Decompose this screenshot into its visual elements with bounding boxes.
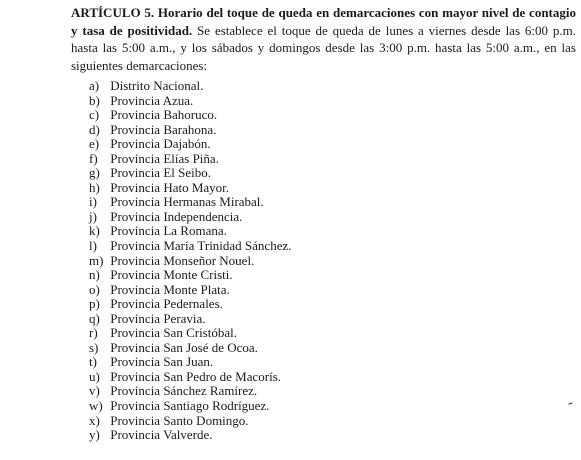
list-item: [89, 210, 292, 225]
list-item-name: Provincia Santiago Rodríguez.: [110, 398, 270, 414]
list-item: [89, 414, 292, 429]
list-item-name: Provincia Bahoruco.: [110, 107, 218, 123]
list-item-marker: r): [89, 325, 98, 341]
list-item: [89, 384, 292, 399]
list-item-marker: g): [89, 165, 100, 181]
list-item-name: Provincia Sánchez Ramírez.: [110, 383, 258, 399]
list-item-name: Provincia Hato Mayor.: [110, 179, 230, 195]
list-item-name: Provincia Azua.: [110, 92, 194, 108]
list-item: [89, 181, 292, 196]
list-item: [89, 137, 292, 152]
list-item-marker: q): [89, 310, 100, 326]
list-item-name: Provincia Hermanas Mirabal.: [110, 194, 264, 210]
list-item-marker: j): [89, 208, 97, 224]
demarcaciones-list: [89, 79, 292, 443]
list-item-name: Provincia San José de Ocoa.: [110, 339, 258, 355]
list-item-name: Provincia Barahona.: [110, 121, 217, 137]
list-item: [89, 79, 292, 94]
list-item-marker: b): [89, 92, 100, 108]
list-item: [89, 166, 292, 181]
list-item-marker: i): [89, 194, 97, 210]
list-item-marker: m): [89, 252, 104, 268]
list-item-marker: x): [89, 412, 100, 428]
scan-mark: [568, 402, 573, 407]
article-heading: ARTÍCULO 5. Horario del toque de queda en demarcaciones con mayor nivel de contagio y tasa de positividad.: [71, 5, 576, 38]
list-item: [89, 268, 292, 283]
list-item: [89, 370, 292, 385]
list-item-name: Provincia Dajabón.: [110, 136, 211, 152]
list-item-marker: w): [89, 398, 103, 414]
list-item-marker: p): [89, 296, 100, 312]
list-item-marker: n): [89, 267, 100, 283]
list-item-name: Provincia Monseñor Nouel.: [110, 252, 255, 268]
list-item-name: Provincia San Pedro de Macorís.: [110, 368, 282, 384]
list-item: [89, 341, 292, 356]
list-item: [89, 123, 292, 138]
list-item: [89, 195, 292, 210]
list-item: [89, 399, 292, 414]
list-item: [89, 355, 292, 370]
list-item-name: Provincia La Romana.: [110, 223, 227, 239]
list-item-name: Provincia Santo Domingo.: [110, 412, 249, 428]
list-item-name: Provincia Pedernales.: [110, 296, 223, 312]
list-item-marker: o): [89, 281, 100, 297]
article-body: Se establece el toque de queda de lunes a viernes desde las 6:00 p.m. hasta las 5:00 a.m., y los sábados y domingos desde las 3:00 p.m. hasta las 5:00 a.m., en las siguientes demarcaciones:: [71, 22, 576, 73]
list-item-name: Provincia Peravia.: [110, 310, 206, 326]
list-item: [89, 312, 292, 327]
list-item-name: Provincia El Seibo.: [110, 165, 211, 181]
list-item: [89, 94, 292, 109]
list-item-marker: u): [89, 368, 100, 384]
list-item-name: Provincia Monte Plata.: [110, 281, 230, 297]
list-item: [89, 428, 292, 443]
list-item-marker: v): [89, 383, 100, 399]
list-item-name: Provincia San Cristóbal.: [110, 325, 237, 341]
list-item-marker: h): [89, 179, 100, 195]
list-item: [89, 283, 292, 298]
list-item-marker: l): [89, 238, 97, 254]
list-item-name: Provincia Monte Cristi.: [110, 267, 233, 283]
list-item-marker: c): [89, 107, 100, 123]
list-item: [89, 239, 292, 254]
list-item: [89, 326, 292, 341]
list-item-marker: a): [89, 78, 100, 93]
list-item-name: Provincia María Trinidad Sánchez.: [110, 238, 292, 254]
list-item-name: Provincia San Juan.: [110, 354, 214, 370]
list-item-marker: e): [89, 136, 100, 152]
list-item-marker: t): [89, 354, 97, 370]
list-item-marker: y): [89, 427, 100, 443]
list-item: [89, 297, 292, 312]
list-item: [89, 152, 292, 167]
list-item-marker: s): [89, 339, 99, 355]
list-item-name: Provincia Independencia.: [110, 208, 243, 224]
list-item-marker: k): [89, 223, 100, 239]
list-item-name: Distrito Nacional.: [110, 78, 204, 93]
list-item-marker: d): [89, 121, 100, 137]
list-item: [89, 224, 292, 239]
article-paragraph: [71, 4, 576, 74]
list-item-name: Provincia Valverde.: [110, 427, 213, 443]
list-item: [89, 254, 292, 269]
list-item-marker: f): [89, 150, 98, 166]
list-item-name: Provincia Elías Piña.: [110, 150, 219, 166]
list-item: [89, 108, 292, 123]
